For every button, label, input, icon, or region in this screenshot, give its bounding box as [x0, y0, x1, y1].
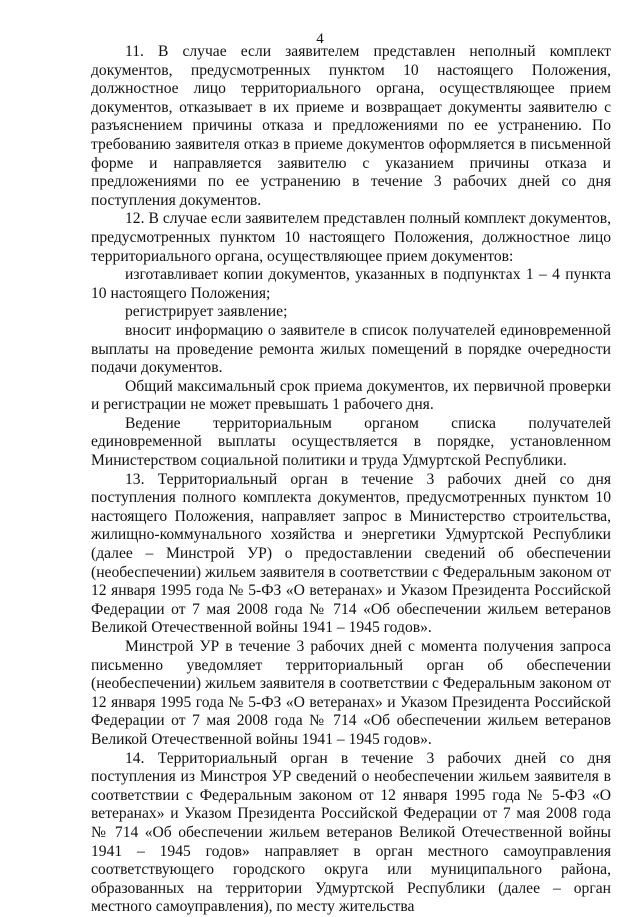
paragraph-12: 12. В случае если заявителем представлен полный комплект документов, предусмотренных пунктом 10 настоящего Положения, должностное лицо территориального органа, осуществляющее прием документов: — [91, 210, 611, 265]
paragraph-13-minstroy: Минстрой УР в течение 3 рабочих дней с момента получения запроса письменно уведомляет территориальный орган об обеспечении (необеспечении) жильем заявителя в соответствии с Федеральным законом от 12 января 1995 года № 5-ФЗ «О ветеранах» и Указом Президента Российской Федерации от 7 мая 2008 года № 714 «Об обеспечении жильем ветеранов Великой Отечественной войны 1941 – 1945 годов». — [91, 638, 611, 748]
page-number: 4 — [316, 31, 324, 47]
paragraph-12-list-maintenance: Ведение территориальным органом списка получателей единовременной выплаты осуществляется в порядке, установленном Министерством социальной политики и труда Удмуртской Республики. — [91, 414, 611, 470]
paragraph-12-max-term: Общий максимальный срок приема документов, их первичной проверки и регистрации не может превышать 1 рабочего дня. — [91, 377, 611, 414]
paragraph-12-item-list: вносит информацию о заявителе в список получателей единовременной выплаты на проведение ремонта жилых помещений в порядке очередности подачи документов. — [91, 321, 611, 377]
paragraph-12-item-copies: изготавливает копии документов, указанных в подпунктах 1 – 4 пункта 10 настоящего Положения; — [91, 266, 611, 302]
paragraph-12-item-register: регистрирует заявление; — [125, 303, 288, 321]
paragraph-13: 13. Территориальный орган в течение 3 рабочих дней со дня поступления полного комплекта документов, предусмотренных пунктом 10 настоящего Положения, направляет запрос в Министерство строительства, жилищно-коммунального хозяйства и энергетики Удмуртской Республики (далее – Минстрой УР) о предоставлении сведений об обеспечении (необеспечении) жильем заявителя в соответствии с Федеральным законом от 12 января 1995 года № 5-ФЗ «О ветеранах» и Указом Президента Российской Федерации от 7 мая 2008 года № 714 «Об обеспечении жильем ветеранов Великой Отечественной войны 1941 – 1945 годов». — [91, 470, 611, 637]
paragraph-14: 14. Территориальный орган в течение 3 рабочих дней со дня поступления из Минстроя УР сведений о необеспечении жильем заявителя в соответствии с Федеральным законом от 12 января 1995 года № 5-ФЗ «О ветеранах» и Указом Президента Российской Федерации от 7 мая 2008 года № 714 «Об обеспечении жильем ветеранов Великой Отечественной войны 1941 – 1945 годов» направляет в орган местного самоуправления соответствующего городского округа или муниципального района, образованных на территории Удмуртской Республики (далее – орган местного самоуправления), по месту жительства — [91, 749, 611, 916]
paragraph-11: 11. В случае если заявителем представлен неполный комплект документов, предусмотренных пунктом 10 настоящего Положения, должностное лицо территориального органа, осуществляющее прием документов, отказывает в их приеме и возвращает документы заявителю с разъяснением причины отказа и предложениями по ее устранению. По требованию заявителя отказ в приеме документов оформляется в письменной форме и направляется заявителю с указанием причины отказа и предложениями по ее устранению в течение 3 рабочих дней со дня поступления документов. — [91, 43, 611, 209]
document-body — [91, 43, 611, 917]
